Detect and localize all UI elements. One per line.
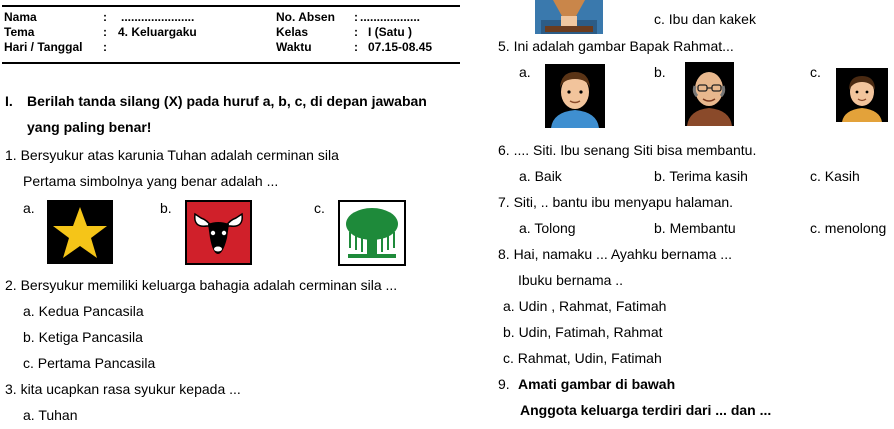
label-kelas: Kelas xyxy=(276,25,309,39)
q2-option-a[interactable]: a. Kedua Pancasila xyxy=(23,303,144,319)
value-waktu: 07.15-08.45 xyxy=(368,40,433,54)
q7-option-a[interactable]: a. Tolong xyxy=(519,220,576,236)
q8-option-b[interactable]: b. Udin, Fatimah, Rahmat xyxy=(503,324,663,340)
bald-man-glasses-portrait-icon xyxy=(685,62,734,126)
q6-option-c[interactable]: c. Kasih xyxy=(810,168,860,184)
star-symbol-icon xyxy=(47,200,113,264)
q3-option-a[interactable]: a. Tuhan xyxy=(23,407,78,423)
colon-no-absen: : xyxy=(354,10,358,24)
q8-line1: 8. Hai, namaku ... Ayahku bernama ... xyxy=(498,246,732,262)
colon-kelas: : xyxy=(354,25,358,39)
q7-text: 7. Siti, .. bantu ibu menyapu halaman. xyxy=(498,194,734,210)
q5-option-b-letter[interactable]: b. xyxy=(654,64,666,80)
q1-option-c-letter[interactable]: c. xyxy=(314,200,325,216)
q2-text: 2. Bersyukur memiliki keluarga bahagia adalah cerminan sila ... xyxy=(5,277,398,293)
q8-option-c[interactable]: c. Rahmat, Udin, Fatimah xyxy=(503,350,662,366)
q8-option-a[interactable]: a. Udin , Rahmat, Fatimah xyxy=(503,298,667,314)
header-top-rule xyxy=(2,5,460,7)
q5-option-c-letter[interactable]: c. xyxy=(810,64,821,80)
q2-option-b[interactable]: b. Ketiga Pancasila xyxy=(23,329,143,345)
q1-line2: Pertama simbolnya yang benar adalah ... xyxy=(23,173,279,189)
label-hari-tanggal: Hari / Tanggal xyxy=(4,40,83,54)
value-kelas: I (Satu ) xyxy=(368,25,412,39)
value-no-absen: .................. xyxy=(360,10,421,24)
q1-option-a-letter[interactable]: a. xyxy=(23,200,35,216)
q1-line1: 1. Bersyukur atas karunia Tuhan adalah cerminan sila xyxy=(5,147,339,163)
q6-option-b[interactable]: b. Terima kasih xyxy=(654,168,748,184)
colon-nama: : xyxy=(103,10,107,24)
q3-text: 3. kita ucapkan rasa syukur kepada ... xyxy=(5,381,241,397)
bull-head-symbol-icon xyxy=(185,200,252,265)
value-nama: ...................... xyxy=(121,10,195,24)
value-tema: 4. Keluargaku xyxy=(118,25,197,39)
label-nama: Nama xyxy=(4,10,37,24)
q5-text: 5. Ini adalah gambar Bapak Rahmat... xyxy=(498,38,734,54)
boy-portrait-icon xyxy=(836,68,888,122)
section-number: I. xyxy=(5,93,13,109)
q9-number: 9. xyxy=(498,376,510,392)
colon-hari-tanggal: : xyxy=(103,40,107,54)
q6-text: 6. .... Siti. Ibu senang Siti bisa membantu. xyxy=(498,142,757,158)
q7-option-b[interactable]: b. Membantu xyxy=(654,220,736,236)
colon-waktu: : xyxy=(354,40,358,54)
q5-option-a-letter[interactable]: a. xyxy=(519,64,531,80)
man-portrait-icon xyxy=(545,64,605,128)
q6-option-a[interactable]: a. Baik xyxy=(519,168,562,184)
section-instruction-line1: Berilah tanda silang (X) pada huruf a, b, c, di depan jawaban xyxy=(27,93,427,109)
q4-option-c[interactable]: c. Ibu dan kakek xyxy=(654,11,756,27)
label-waktu: Waktu xyxy=(276,40,312,54)
label-tema: Tema xyxy=(4,25,35,39)
q2-option-c[interactable]: c. Pertama Pancasila xyxy=(23,355,156,371)
header-bottom-rule xyxy=(2,62,460,64)
q1-option-b-letter[interactable]: b. xyxy=(160,200,172,216)
label-no-absen: No. Absen xyxy=(276,10,335,24)
q9-line1: Amati gambar di bawah xyxy=(518,376,676,392)
seated-person-picture-icon xyxy=(535,0,603,34)
banyan-tree-symbol-icon xyxy=(338,200,406,266)
q9-line2: Anggota keluarga terdiri dari ... dan ... xyxy=(520,402,772,418)
q7-option-c[interactable]: c. menolong xyxy=(810,220,887,236)
q8-line2: Ibuku bernama .. xyxy=(518,272,624,288)
colon-tema: : xyxy=(103,25,107,39)
section-instruction-line2: yang paling benar! xyxy=(27,119,152,135)
